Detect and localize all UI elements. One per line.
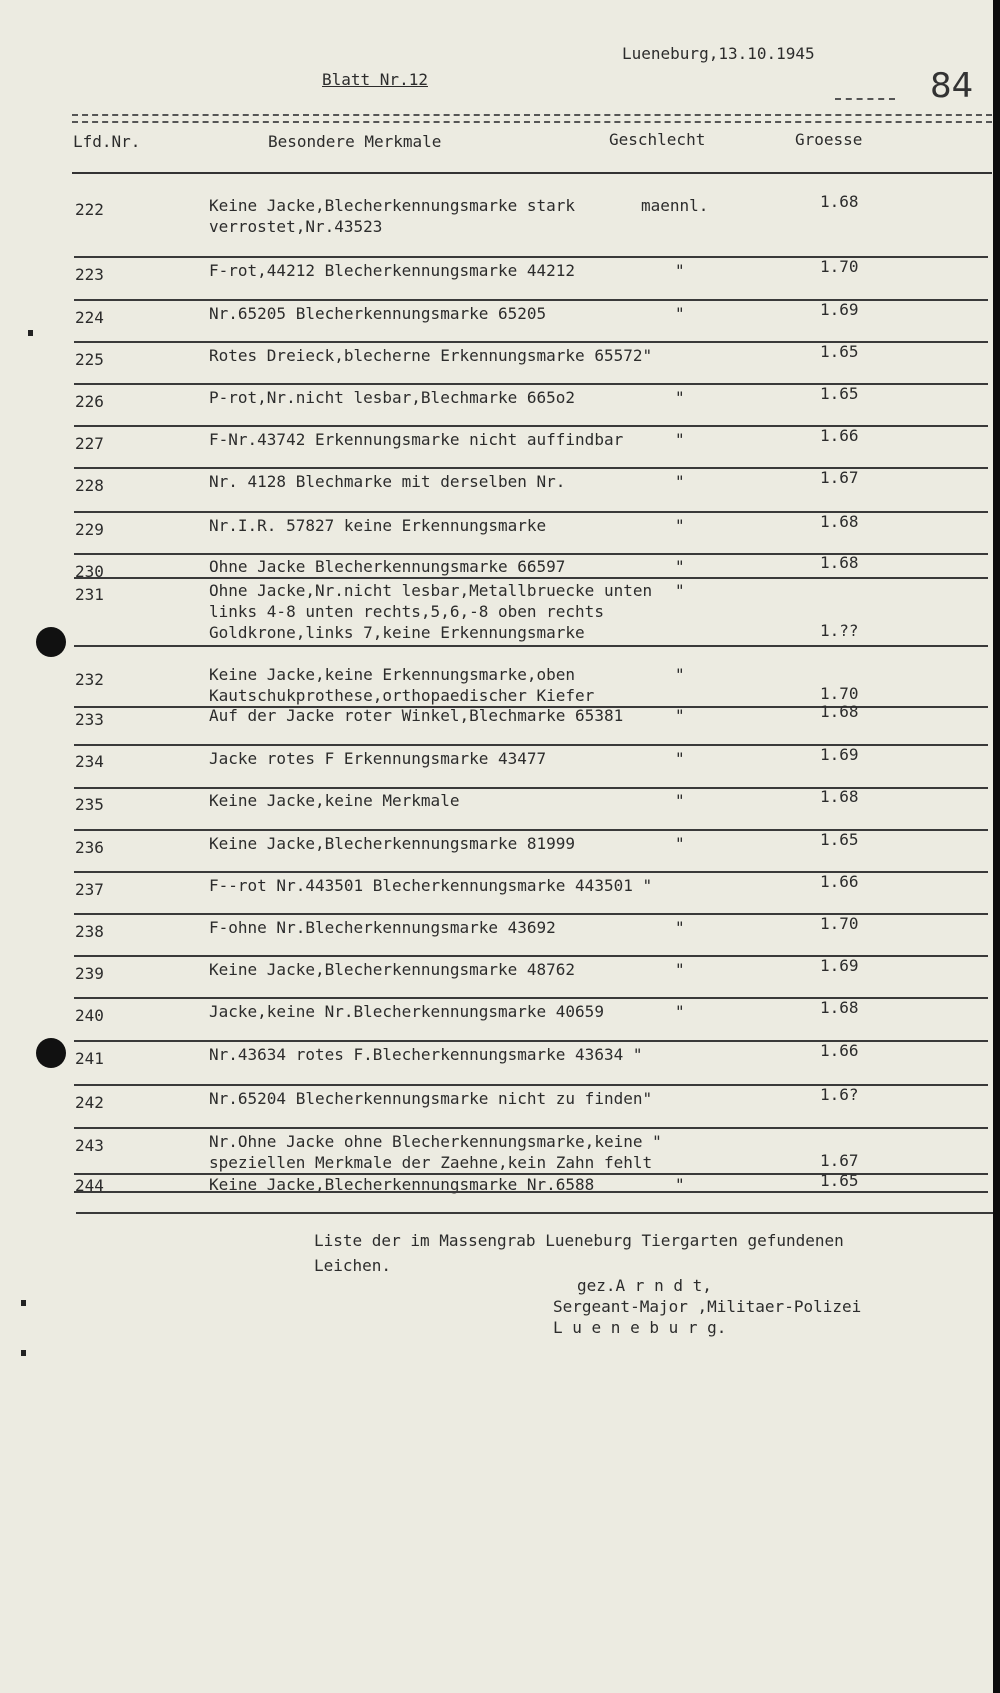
row-features-line: Nr. 4128 Blechmarke mit derselben Nr. <box>209 472 566 491</box>
row-features-line: Ohne Jacke Blecherkennungsmarke 66597 <box>209 557 566 576</box>
row-height: 1.68 <box>820 553 859 572</box>
row-height: 1.6? <box>820 1085 859 1104</box>
signer-rank: Sergeant-Major ,Militaer-Polizei <box>553 1297 862 1316</box>
row-height: 1.65 <box>820 1171 859 1190</box>
row-rule <box>74 1127 988 1129</box>
margin-mark <box>28 330 33 336</box>
row-height: 1.68 <box>820 512 859 531</box>
row-features-line: Keine Jacke,Blecherkennungsmarke stark <box>209 196 576 215</box>
row-height: 1.69 <box>820 300 859 319</box>
row-rule <box>74 645 988 647</box>
row-rule <box>74 577 988 579</box>
row-height: 1.67 <box>820 1151 859 1170</box>
row-features-line: Kautschukprothese,orthopaedischer Kiefer <box>209 686 595 705</box>
row-height: 1.68 <box>820 787 859 806</box>
row-number: 235 <box>75 795 104 814</box>
table-end-rule <box>76 1212 993 1214</box>
row-number: 224 <box>75 308 104 327</box>
row-features-line: Nr.65204 Blecherkennungsmarke nicht zu finden" <box>209 1089 653 1108</box>
row-sex: " <box>675 918 685 937</box>
col-header-nr: Lfd.Nr. <box>73 132 141 151</box>
stamp-underline <box>835 98 895 100</box>
row-number: 241 <box>75 1049 104 1068</box>
col-header-rule <box>72 172 992 174</box>
row-number: 236 <box>75 838 104 857</box>
row-sex: " <box>675 304 685 323</box>
row-number: 223 <box>75 265 104 284</box>
row-number: 243 <box>75 1136 104 1155</box>
row-features-line: Keine Jacke,Blecherkennungsmarke 48762 <box>209 960 576 979</box>
row-height: 1.69 <box>820 956 859 975</box>
row-number: 239 <box>75 964 104 983</box>
row-features-line: F--rot Nr.443501 Blecherkennungsmarke 443501 " <box>209 876 653 895</box>
row-rule <box>74 1191 988 1193</box>
row-number: 229 <box>75 520 104 539</box>
row-height: 1.70 <box>820 257 859 276</box>
row-number: 227 <box>75 434 104 453</box>
row-height: 1.65 <box>820 384 859 403</box>
sheet-number: Blatt Nr.12 <box>322 70 428 89</box>
row-features-line: Jacke,keine Nr.Blecherkennungsmarke 40659 <box>209 1002 604 1021</box>
row-number: 231 <box>75 585 104 604</box>
caption-line-1: Liste der im Massengrab Lueneburg Tiergarten gefundenen <box>314 1231 844 1250</box>
row-number: 232 <box>75 670 104 689</box>
row-sex: " <box>675 261 685 280</box>
row-features-line: Keine Jacke,Blecherkennungsmarke Nr.6588 <box>209 1175 595 1194</box>
row-sex: " <box>675 516 685 535</box>
row-sex: " <box>675 665 685 684</box>
row-sex: " <box>675 706 685 725</box>
row-number: 233 <box>75 710 104 729</box>
row-number: 237 <box>75 880 104 899</box>
row-sex: " <box>675 1175 685 1194</box>
page-number-stamp: 84 <box>930 66 974 106</box>
row-height: 1.65 <box>820 342 859 361</box>
row-height: 1.70 <box>820 914 859 933</box>
row-features-line: links 4-8 unten rechts,5,6,-8 oben rechts <box>209 602 604 621</box>
row-features-line: Keine Jacke,keine Merkmale <box>209 791 460 810</box>
row-features-line: Nr.43634 rotes F.Blecherkennungsmarke 43634 " <box>209 1045 643 1064</box>
row-features-line: Keine Jacke,Blecherkennungsmarke 81999 <box>209 834 576 853</box>
place-date: Lueneburg,13.10.1945 <box>622 44 815 63</box>
caption-line-2: Leichen. <box>314 1256 392 1275</box>
row-height: 1.70 <box>820 684 859 703</box>
margin-mark <box>21 1350 26 1356</box>
row-features-line: Nr.65205 Blecherkennungsmarke 65205 <box>209 304 547 323</box>
row-number: 238 <box>75 922 104 941</box>
col-header-height: Groesse <box>795 130 863 149</box>
row-features-line: Nr.I.R. 57827 keine Erkennungsmarke <box>209 516 547 535</box>
row-height: 1.69 <box>820 745 859 764</box>
margin-mark <box>21 1300 26 1306</box>
row-height: 1.65 <box>820 830 859 849</box>
row-height: 1.68 <box>820 192 859 211</box>
row-height: 1.67 <box>820 468 859 487</box>
row-features-line: Ohne Jacke,Nr.nicht lesbar,Metallbruecke unten <box>209 581 653 600</box>
row-height: 1.68 <box>820 998 859 1017</box>
row-number: 226 <box>75 392 104 411</box>
row-number: 242 <box>75 1093 104 1112</box>
row-sex: " <box>675 472 685 491</box>
row-sex: " <box>675 388 685 407</box>
row-number: 228 <box>75 476 104 495</box>
header-double-rule <box>72 114 992 123</box>
row-features-line: P-rot,Nr.nicht lesbar,Blechmarke 665o2 <box>209 388 576 407</box>
row-number: 230 <box>75 562 104 581</box>
row-sex: " <box>675 749 685 768</box>
row-height: 1.66 <box>820 1041 859 1060</box>
row-sex: " <box>675 430 685 449</box>
row-sex: " <box>675 960 685 979</box>
row-sex: " <box>675 581 685 600</box>
row-sex: " <box>675 1002 685 1021</box>
row-features-line: F-rot,44212 Blecherkennungsmarke 44212 <box>209 261 576 280</box>
punch-hole <box>36 1038 66 1068</box>
row-features-line: Auf der Jacke roter Winkel,Blechmarke 65381 <box>209 706 624 725</box>
row-number: 225 <box>75 350 104 369</box>
row-sex: " <box>675 791 685 810</box>
row-number: 240 <box>75 1006 104 1025</box>
row-features-line: Jacke rotes F Erkennungsmarke 43477 <box>209 749 547 768</box>
col-header-sex: Geschlecht <box>609 130 706 149</box>
row-features-line: speziellen Merkmale der Zaehne,kein Zahn fehlt <box>209 1153 653 1172</box>
row-features-line: Goldkrone,links 7,keine Erkennungsmarke <box>209 623 585 642</box>
signature: gez.A r n d t, <box>577 1276 712 1295</box>
row-features-line: F-ohne Nr.Blecherkennungsmarke 43692 <box>209 918 556 937</box>
punch-hole <box>36 627 66 657</box>
row-sex: " <box>675 557 685 576</box>
signer-city: L u e n e b u r g. <box>553 1318 727 1337</box>
row-features-line: Rotes Dreieck,blecherne Erkennungsmarke 65572" <box>209 346 653 365</box>
row-height: 1.?? <box>820 621 859 640</box>
row-sex: maennl. <box>641 196 709 215</box>
row-number: 244 <box>75 1176 104 1195</box>
row-features-line: verrostet,Nr.43523 <box>209 217 383 236</box>
row-features-line: F-Nr.43742 Erkennungsmarke nicht auffindbar <box>209 430 624 449</box>
row-sex: " <box>675 834 685 853</box>
row-features-line: Keine Jacke,keine Erkennungsmarke,oben <box>209 665 576 684</box>
row-number: 222 <box>75 200 104 219</box>
row-height: 1.68 <box>820 702 859 721</box>
row-number: 234 <box>75 752 104 771</box>
row-height: 1.66 <box>820 872 859 891</box>
col-header-features: Besondere Merkmale <box>268 132 442 151</box>
row-height: 1.66 <box>820 426 859 445</box>
row-features-line: Nr.Ohne Jacke ohne Blecherkennungsmarke,keine " <box>209 1132 662 1151</box>
